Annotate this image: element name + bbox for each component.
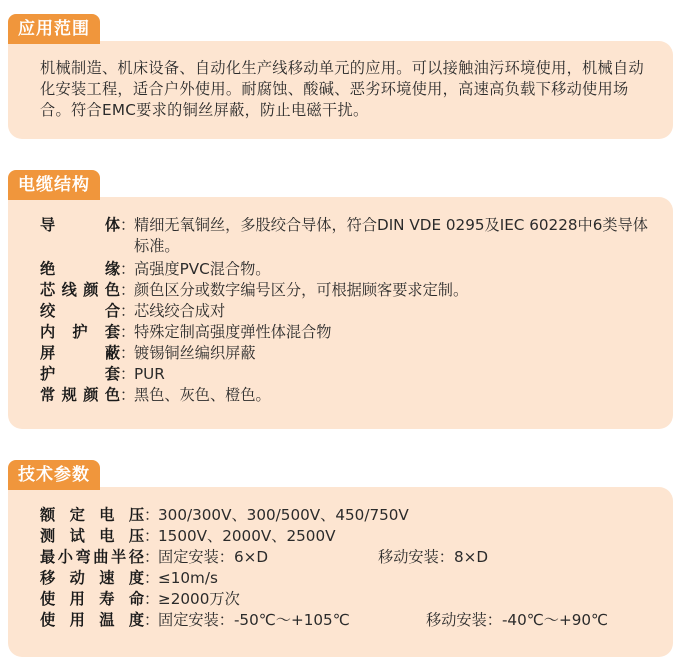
structure-label: 内护套 [40, 323, 120, 341]
structure-value: 高强度PVC混合物。 [134, 260, 271, 278]
tech-row-bend-radius [40, 547, 640, 568]
separator: ： [144, 548, 160, 566]
structure-panel [8, 197, 673, 429]
separator: ： [120, 365, 136, 383]
structure-value: 黑色、灰色、橙色。 [134, 386, 271, 404]
structure-row-conductor [40, 215, 654, 256]
structure-value: 精细无氧铜丝，多股绞合导体，符合DIN VDE 0295及IEC 60228中6类导体标准。 [134, 216, 648, 255]
tech-panel [8, 487, 673, 657]
tech-value-mobile: 移动安装：8×D [378, 548, 489, 566]
structure-row-inner-sheath [40, 322, 331, 343]
tech-value: ≤10m/s [158, 569, 218, 587]
tech-label: 移动速度 [40, 569, 144, 587]
tech-value: 1500V、2000V、2500V [158, 527, 336, 545]
structure-row-core-color [40, 280, 468, 301]
structure-value: 芯线绞合成对 [134, 302, 226, 320]
separator: ： [144, 527, 160, 545]
separator: ： [120, 281, 136, 299]
structure-label: 绞合 [40, 302, 120, 320]
structure-value: 镀锡铜丝编织屏蔽 [134, 344, 256, 362]
structure-label: 导体 [40, 216, 120, 234]
structure-row-shield [40, 343, 256, 364]
tech-value-mobile: 移动安装：-40℃～+90℃ [426, 611, 609, 629]
structure-label: 护套 [40, 365, 120, 383]
structure-row-standard-color [40, 385, 271, 406]
separator: ： [144, 569, 160, 587]
tech-value: 300/300V、300/500V、450/750V [158, 506, 409, 524]
tech-label: 使用温度 [40, 611, 144, 629]
separator: ： [120, 302, 136, 320]
structure-tab: 电缆结构 [8, 170, 100, 200]
tech-section [8, 460, 673, 658]
tech-row-speed [40, 568, 218, 589]
tech-row-lifetime [40, 589, 240, 610]
application-section [8, 14, 673, 140]
separator: ： [144, 590, 160, 608]
tech-label: 额定电压 [40, 506, 144, 524]
structure-value: PUR [134, 365, 165, 383]
structure-label: 绝缘 [40, 260, 120, 278]
structure-row-twisting [40, 301, 225, 322]
tech-value: 固定安装：-50℃～+105℃ [158, 611, 350, 629]
application-panel [8, 41, 673, 139]
tech-value: 固定安装：6×D [158, 548, 269, 566]
tech-label: 使用寿命 [40, 590, 144, 608]
structure-section [8, 170, 673, 430]
tech-row-rated-voltage [40, 505, 409, 526]
tech-row-test-voltage [40, 526, 336, 547]
separator: ： [120, 260, 136, 278]
separator: ： [144, 506, 160, 524]
tech-value: ≥2000万次 [158, 590, 240, 608]
separator: ： [120, 216, 136, 234]
structure-row-insulation [40, 259, 270, 280]
application-tab: 应用范围 [8, 14, 100, 44]
tech-tab: 技术参数 [8, 460, 100, 490]
tech-label: 最小弯曲半径 [40, 548, 144, 566]
separator: ： [120, 344, 136, 362]
tech-label: 测试电压 [40, 527, 144, 545]
structure-label: 常规颜色 [40, 386, 120, 404]
structure-row-jacket [40, 364, 165, 385]
structure-label: 屏蔽 [40, 344, 120, 362]
structure-value: 特殊定制高强度弹性体混合物 [134, 323, 332, 341]
separator: ： [120, 323, 136, 341]
structure-value: 颜色区分或数字编号区分，可根据顾客要求定制。 [134, 281, 469, 299]
application-text: 机械制造、机床设备、自动化生产线移动单元的应用。可以接触油污环境使用，机械自动化安装工程，适合户外使用。耐腐蚀、酸碱、恶劣环境使用，高速高负载下移动使用场合。符合EMC要求的铜丝屏蔽，防止电磁干扰。 [40, 59, 645, 119]
tech-row-temperature [40, 610, 640, 631]
structure-label: 芯线颜色 [40, 281, 120, 299]
separator: ： [120, 386, 136, 404]
separator: ： [144, 611, 160, 629]
